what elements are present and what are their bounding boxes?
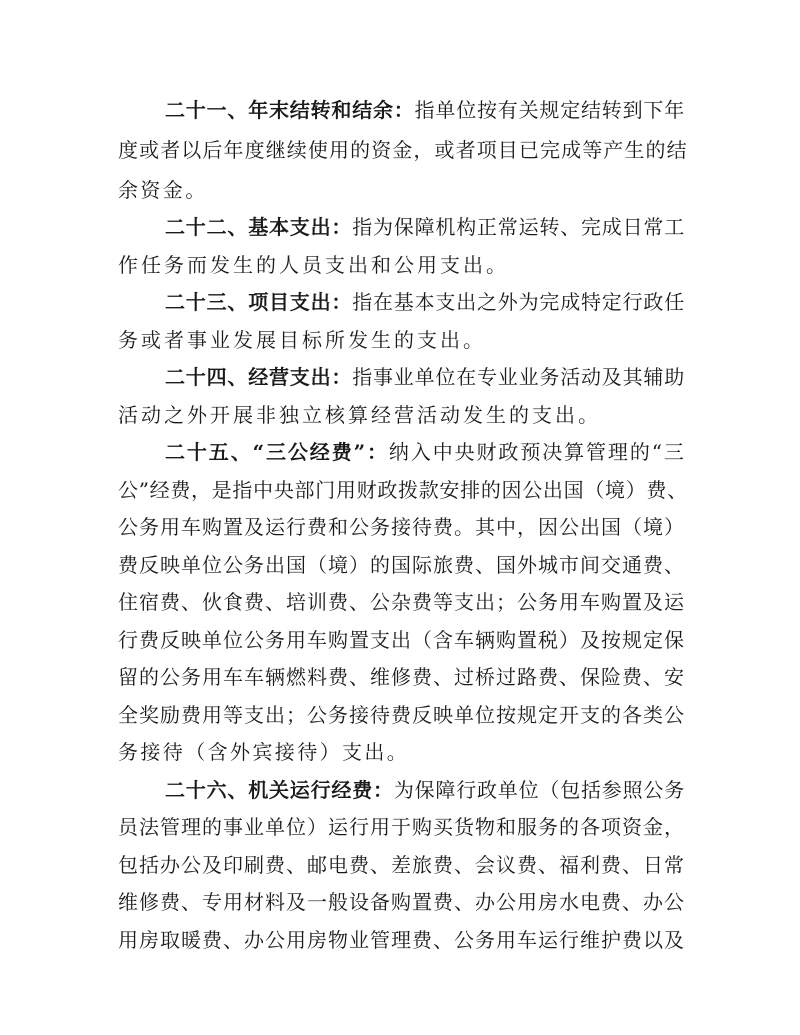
paragraph-26-line-5: 用房取暖费、办公用房物业管理费、公务用车运行维护费以及 — [118, 928, 685, 952]
paragraph-23-line-1 — [165, 288, 688, 316]
paragraph-21-line-3: 余资金。 — [118, 178, 208, 202]
paragraph-26-line-1 — [165, 776, 688, 804]
paragraph-25-line-5: 住宿费、伙食费、培训费、公杂费等支出；公务用车购置及运 — [118, 590, 685, 614]
paragraph-25-line-8: 全奖励费用等支出；公务接待费反映单位按规定开支的各类公 — [118, 703, 685, 727]
paragraph-21-line-2: 度或者以后年度继续使用的资金，或者项目已完成等产生的结 — [118, 138, 688, 162]
paragraph-24-term: 二十四、经营支出： — [165, 365, 353, 389]
paragraph-21-line-1 — [165, 96, 688, 124]
paragraph-22-term: 二十二、基本支出： — [165, 215, 353, 239]
paragraph-21-term: 二十一、年末结转和结余： — [165, 98, 415, 122]
paragraph-23-text: 指在基本支出之外为完成特定行政任 — [352, 290, 686, 314]
paragraph-21-text: 指单位按有关规定结转到下年 — [414, 98, 686, 122]
paragraph-25-line-7: 留的公务用车车辆燃料费、维修费、过桥过路费、保险费、安 — [118, 665, 685, 689]
paragraph-25-line-3: 公务用车购置及运行费和公务接待费。其中，因公出国（境） — [118, 515, 685, 539]
paragraph-25-line-9: 务接待（含外宾接待）支出。 — [118, 740, 410, 764]
paragraph-26-line-3: 包括办公及印刷费、邮电费、差旅费、会议费、福利费、日常 — [118, 853, 685, 877]
paragraph-24-line-2: 活动之外开展非独立核算经营活动发生的支出。 — [118, 403, 601, 427]
paragraph-25-term: 二十五、“三公经费”： — [165, 440, 389, 464]
paragraph-25-line-2: 公”经费，是指中央部门用财政拨款安排的因公出国（境）费、 — [118, 478, 688, 502]
paragraph-26-line-2: 员法管理的事业单位）运行用于购买货物和服务的各项资金， — [118, 815, 685, 839]
paragraph-26-line-4: 维修费、专用材料及一般设备购置费、办公用房水电费、办公 — [118, 890, 685, 914]
paragraph-23-line-2: 务或者事业发展目标所发生的支出。 — [118, 328, 486, 352]
paragraph-22-line-1 — [165, 213, 688, 241]
paragraph-25-text: 纳入中央财政预决算管理的“三 — [388, 440, 686, 464]
paragraph-24-line-1 — [165, 363, 688, 391]
paragraph-22-line-2: 作任务而发生的人员支出和公用支出。 — [118, 253, 509, 277]
paragraph-24-text: 指事业单位在专业业务活动及其辅助 — [352, 365, 686, 389]
paragraph-22-text: 指为保障机构正常运转、完成日常工 — [352, 215, 686, 239]
paragraph-26-term: 二十六、机关运行经费： — [165, 778, 394, 802]
paragraph-26-text: 为保障行政单位（包括参照公务 — [393, 778, 686, 802]
paragraph-25-line-1 — [165, 438, 688, 466]
paragraph-23-term: 二十三、项目支出： — [165, 290, 353, 314]
paragraph-25-line-6: 行费反映单位公务用车购置支出（含车辆购置税）及按规定保 — [118, 628, 685, 652]
paragraph-25-line-4: 费反映单位公务出国（境）的国际旅费、国外城市间交通费、 — [118, 553, 685, 577]
